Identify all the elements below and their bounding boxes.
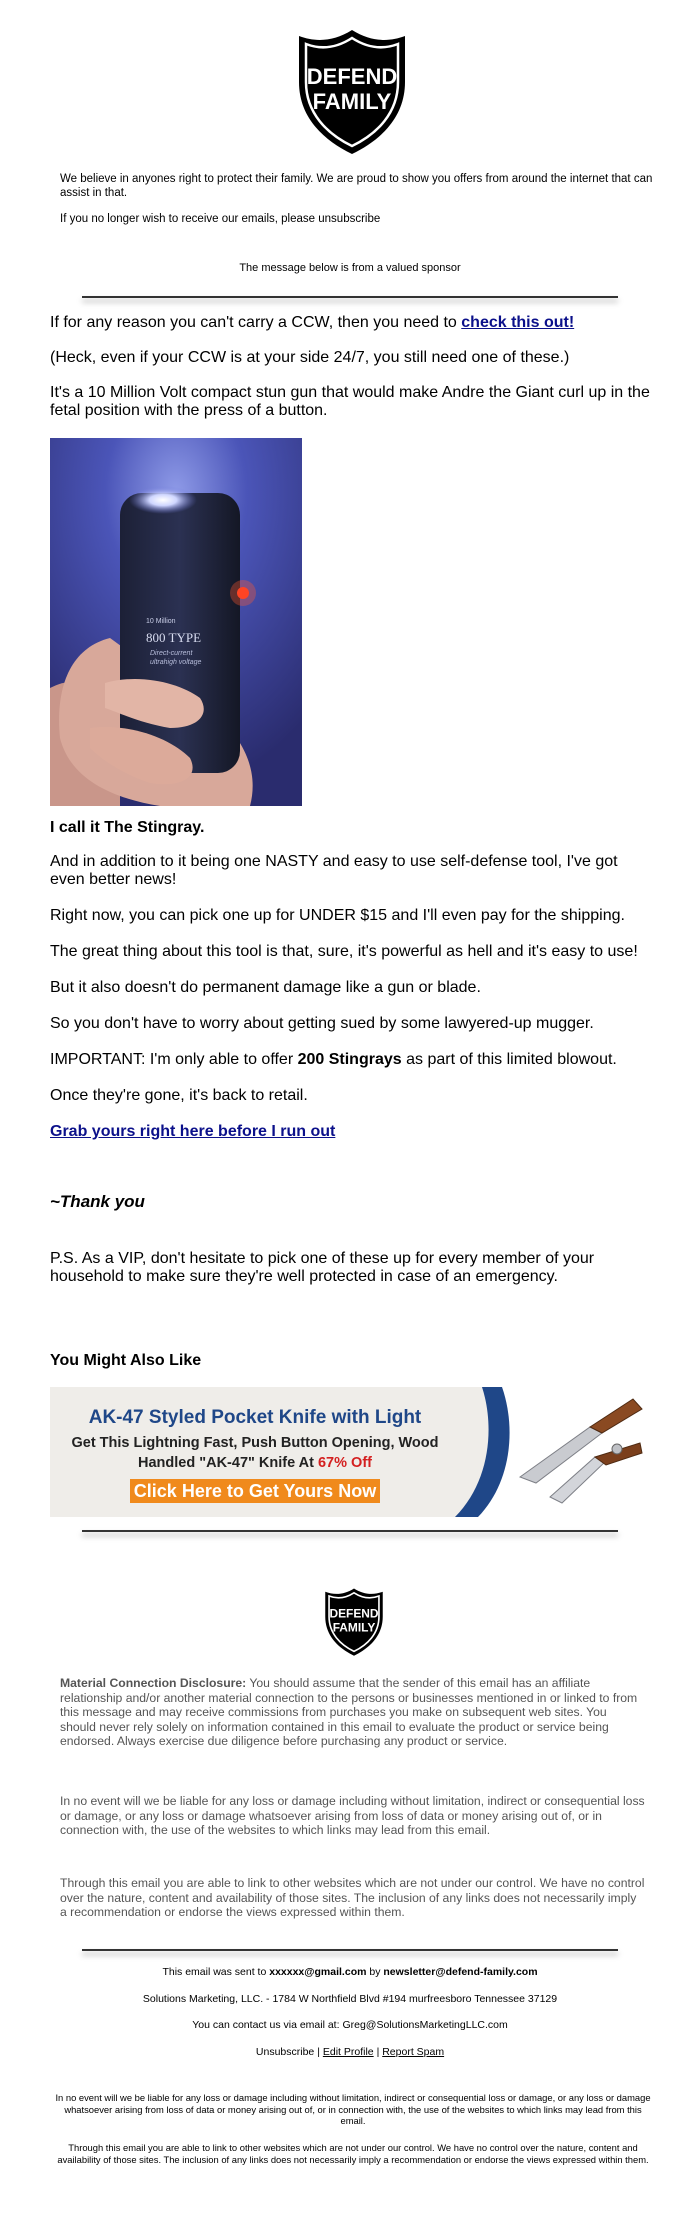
grab-yours-link[interactable]: Grab yours right here before I run out xyxy=(50,1123,336,1140)
banner-line-2-text: Handled "AK-47" Knife At xyxy=(138,1455,318,1471)
paragraph-5: Right now, you can pick one up for UNDER $15 and I'll even pay for the shipping. xyxy=(50,907,625,924)
p9-suffix: as part of this limited blowout. xyxy=(401,1051,617,1068)
sent-to-line xyxy=(0,1966,700,1979)
sponsor-note: The message below is from a valued sponsor xyxy=(239,262,461,274)
cta-paragraph xyxy=(50,1123,650,1141)
intro-block xyxy=(60,172,660,226)
disclosure-text: You should assume that the sender of this email has an affiliate relationship and/or another material connection to the persons or businesses mentioned in or linked to from this message and may receive commissions from purchases you make on subsequent web sites. You should never rely solely on information contained in this email to evaluate the product or service being endorsed. Always exercise due diligence before purchasing any product or service. xyxy=(60,1676,638,1748)
sender-email: newsletter@defend-family.com xyxy=(383,1966,538,1978)
ps-paragraph: P.S. As a VIP, don't hesitate to pick one of these up for every member of your household to make sure they're well protected in case of an emergency. xyxy=(50,1250,595,1285)
recipient-email: xxxxxx@gmail.com xyxy=(269,1966,367,1978)
banner-cta-button[interactable]: Click Here to Get Yours Now xyxy=(130,1479,380,1503)
liability-notice: In no event will we be liable for any loss or damage including without limitation, indirect or consequential loss or damage, or any loss or damage whatsoever arising from loss of data or money arising out of, or in connection with, the use of the websites to which links may lead from this email. xyxy=(60,1794,645,1837)
p1-text: If for any reason you can't carry a CCW, then you need to xyxy=(50,314,462,331)
footer-liability: In no event will we be liable for any loss or damage including without limitation, indirect or consequential loss or damage, or any loss or damage whatsoever arising from loss of data or money arising out of, or in connection with, the use of the websites to which links may lead from this email. xyxy=(55,2092,651,2126)
banner-line-1: Get This Lightning Fast, Push Button Opening, Wood xyxy=(71,1435,439,1451)
sent-mid: by xyxy=(366,1966,384,1978)
paragraph-10: Once they're gone, it's back to retail. xyxy=(50,1087,308,1104)
defend-family-logo xyxy=(293,22,411,158)
device-label-4: ultrahigh voltage xyxy=(150,659,202,666)
contact-email: Greg@SolutionsMarketingLLC.com xyxy=(342,2019,508,2031)
paragraph-2: (Heck, even if your CCW is at your side 24/7, you still need one of these.) xyxy=(50,349,570,366)
separator-2: | xyxy=(376,2046,380,2058)
paragraph-6: The great thing about this tool is that, sure, it's powerful as hell and it's easy to use! xyxy=(50,943,638,960)
intro-belief: We believe in anyones right to protect their family. We are proud to show you offers from around the internet that can assist in that. xyxy=(60,173,653,199)
contact-prefix: You can contact us via email at: xyxy=(192,2019,343,2031)
device-label-1: 10 Million xyxy=(146,618,176,625)
check-this-out-link[interactable]: check this out! xyxy=(461,314,575,331)
disclosure-label: Material Connection Disclosure: xyxy=(60,1676,247,1690)
device-label-3: Direct-current xyxy=(150,650,193,657)
p9-bold: 200 Stingrays xyxy=(297,1051,402,1068)
contact-line xyxy=(0,2019,700,2032)
divider-bottom xyxy=(82,1949,618,1951)
paragraph-3: It's a 10 Million Volt compact stun gun that would make Andre the Giant curl up in the fetal position with the press of a button. xyxy=(50,384,650,419)
p9-prefix: IMPORTANT: I'm only able to offer xyxy=(50,1051,298,1068)
paragraph-1 xyxy=(50,314,650,332)
knife-banner-ad[interactable] xyxy=(50,1387,650,1517)
shield-icon xyxy=(293,22,411,158)
stun-gun-photo[interactable] xyxy=(50,438,302,806)
address-line: Solutions Marketing, LLC. - 1784 W Northfield Blvd #194 murfreesboro Tennessee 37129 xyxy=(142,1993,558,2005)
also-like-heading: You Might Also Like xyxy=(50,1352,202,1369)
banner-title: AK-47 Styled Pocket Knife with Light xyxy=(88,1407,422,1428)
device-label-2: 800 TYPE xyxy=(146,630,202,645)
paragraph-9 xyxy=(50,1051,650,1069)
footer-links xyxy=(0,2046,700,2059)
paragraph-8: So you don't have to worry about getting sued by some lawyered-up mugger. xyxy=(50,1015,594,1032)
small-logo-line1: DEFEND xyxy=(329,1606,379,1621)
divider-top xyxy=(82,296,618,298)
shield-small-icon xyxy=(322,1584,386,1658)
defend-family-logo-small xyxy=(322,1584,386,1658)
report-spam-link[interactable]: Report Spam xyxy=(382,2046,445,2058)
material-disclosure xyxy=(60,1676,645,1749)
paragraph-7: But it also doesn't do permanent damage like a gun or blade. xyxy=(50,979,481,996)
unsubscribe-prefix: If you no longer wish to receive our emails, please xyxy=(60,213,316,225)
unsubscribe-link[interactable]: Unsubscribe xyxy=(255,2046,315,2058)
separator-1: | xyxy=(317,2046,320,2058)
divider-middle xyxy=(82,1530,618,1532)
banner-discount: 67% Off xyxy=(317,1455,372,1471)
stingray-heading: I call it The Stingray. xyxy=(50,819,205,836)
small-logo-line2: FAMILY xyxy=(332,1620,376,1635)
footer-links-notice: Through this email you are able to link to other websites which are not under our control. We have no control over the nature, content and availability of those sites. The inclusion of any links does not necessarily imply a recommendation or endorse the views expressed within them. xyxy=(57,2142,649,2165)
logo-line2: FAMILY xyxy=(312,89,392,114)
thank-you: ~Thank you xyxy=(50,1192,145,1211)
links-notice: Through this email you are able to link to other websites which are not under our control. We have no control over the nature, content and availability of those sites. The inclusion of any links does not necessarily imply a recommendation or endorse the views expressed within them. xyxy=(60,1876,645,1919)
edit-profile-link[interactable]: Edit Profile xyxy=(322,2046,374,2058)
logo-line1: DEFEND xyxy=(306,64,398,89)
sent-prefix: This email was sent to xyxy=(162,1966,270,1978)
unsubscribe-line xyxy=(60,212,660,226)
banner-line-2 xyxy=(50,1455,460,1471)
paragraph-4: And in addition to it being one NASTY and easy to use self-defense tool, I've got even better news! xyxy=(50,853,618,888)
top-unsubscribe-link[interactable]: unsubscribe xyxy=(318,213,381,225)
